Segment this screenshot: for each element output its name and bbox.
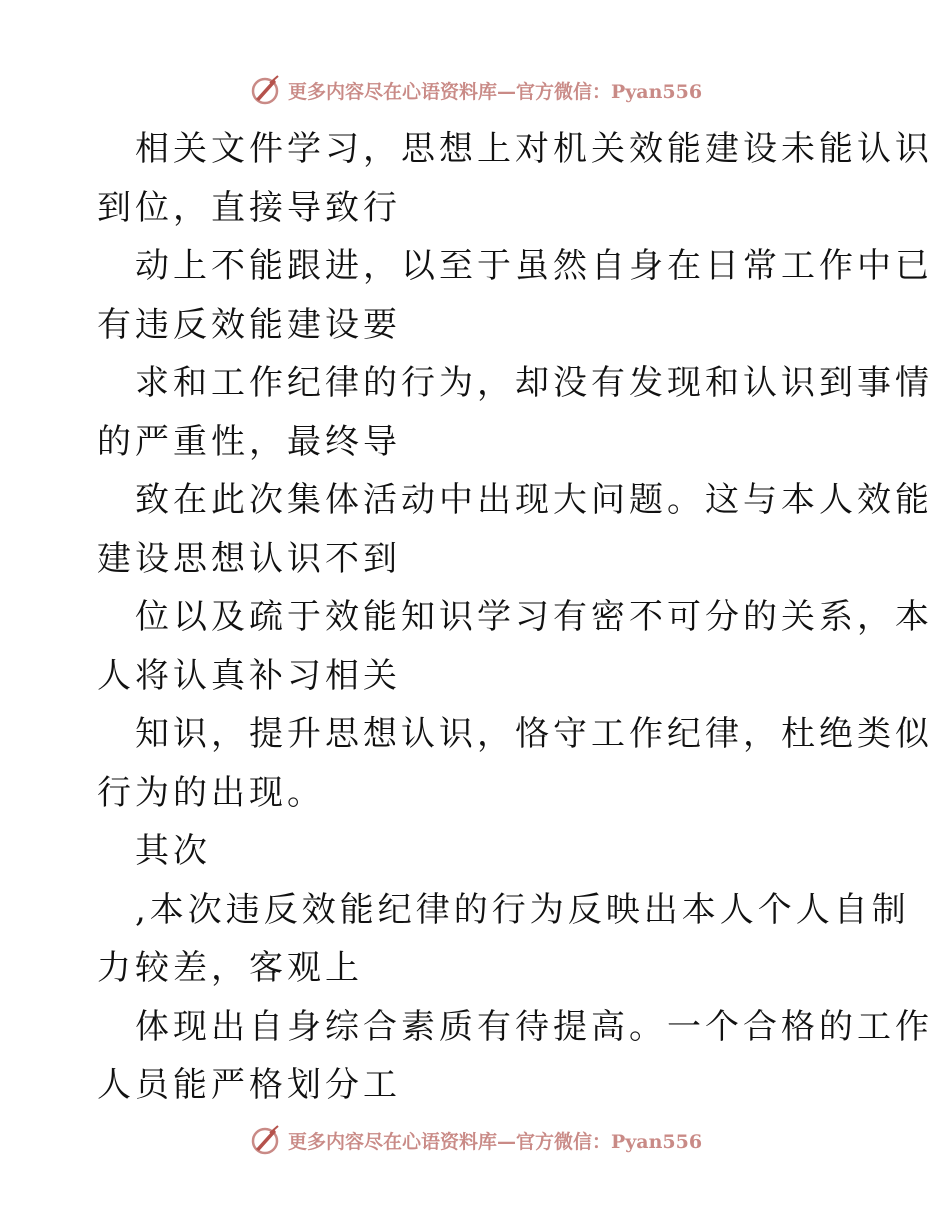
text-line: 行为的出现。 — [97, 772, 325, 813]
text-line: 求和工作纪律的行为，却没有发现和认识到事情 — [135, 363, 933, 403]
text-line: 动上不能跟进，以至于虽然自身在日常工作中已 — [135, 246, 933, 286]
document-body — [97, 120, 933, 1115]
text-line: 相关文件学习，思想上对机关效能建设未能认识 — [135, 129, 933, 169]
text-line: 力较差，客观上 — [97, 948, 363, 988]
text-line: 到位，直接导致行 — [97, 187, 401, 228]
text-line: 致在此次集体活动中出现大问题。这与本人效能 — [135, 480, 933, 520]
quill-pen-logo-icon — [248, 1123, 282, 1157]
footer-banner — [0, 1120, 950, 1160]
text-line: 建设思想认识不到 — [97, 538, 401, 579]
text-line: 位以及疏于效能知识学习有密不可分的关系，本 — [135, 597, 933, 637]
text-line: 有违反效能建设要 — [97, 304, 401, 345]
text-line: 人员能严格划分工 — [97, 1065, 401, 1105]
text-line: ,本次违反效能纪律的行为反映出本人个人自制 — [135, 889, 910, 930]
text-line: 体现出自身综合素质有待提高。一个合格的工作 — [135, 1006, 933, 1047]
text-line: 知识，提升思想认识，恪守工作纪律，杜绝类似 — [135, 714, 933, 754]
text-line: 其次 — [135, 831, 211, 871]
header-banner — [0, 70, 950, 110]
text-line: 人将认真补习相关 — [97, 655, 401, 696]
header-banner-text: 更多内容尽在心语资料库—官方微信：Pyan556 — [287, 80, 703, 103]
footer-banner-text: 更多内容尽在心语资料库—官方微信：Pyan556 — [287, 1130, 703, 1153]
quill-pen-logo-icon — [248, 73, 282, 107]
text-line: 的严重性，最终导 — [97, 421, 401, 462]
